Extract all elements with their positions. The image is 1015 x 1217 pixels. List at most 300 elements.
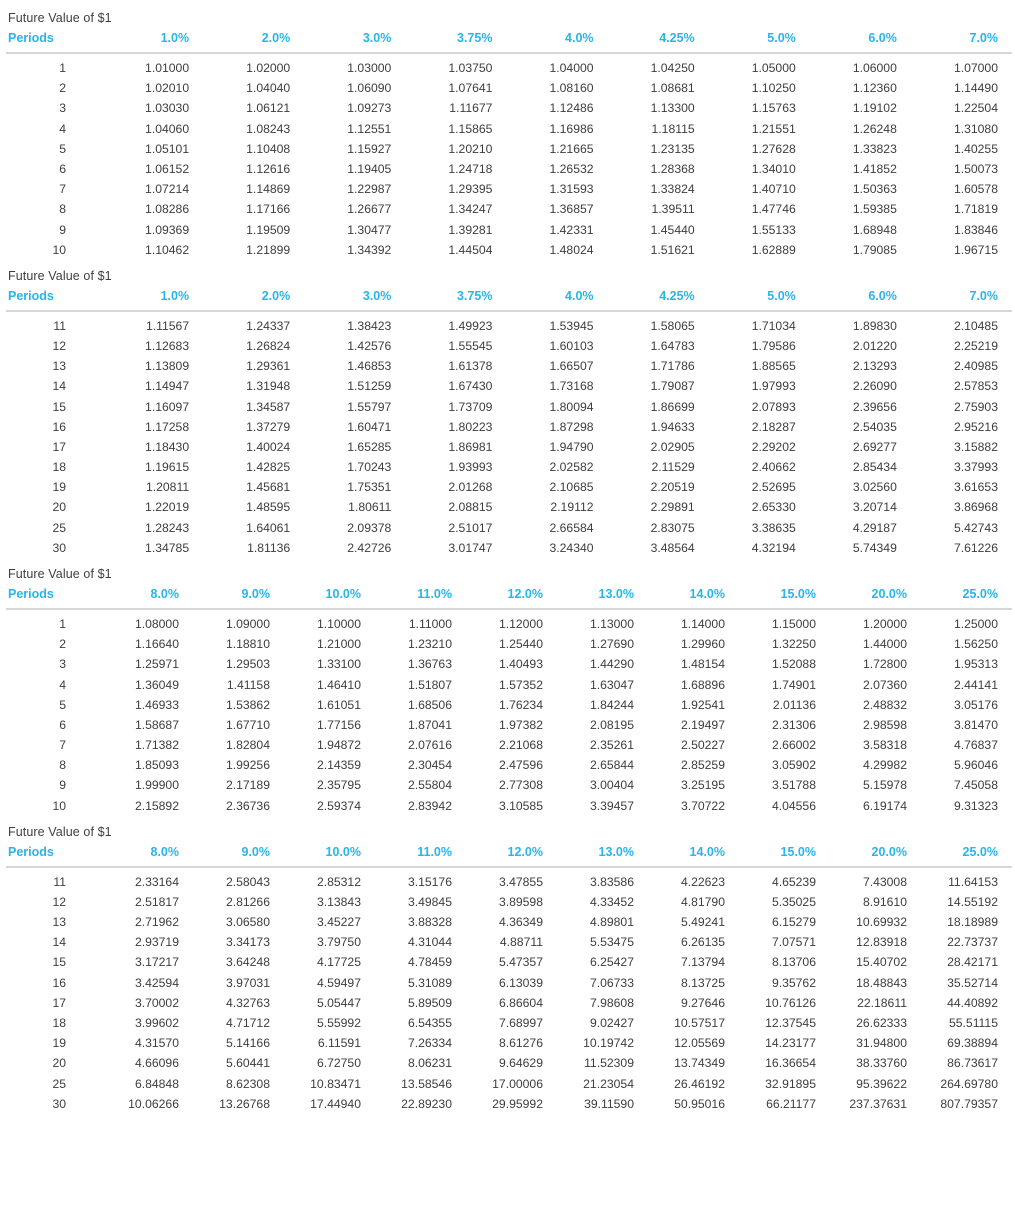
- table-row: [6, 1013, 1012, 1033]
- factor-cell: 4.88711: [499, 935, 543, 950]
- factor-cell: 1.64783: [650, 338, 695, 353]
- factor-cell: 3.49845: [407, 894, 452, 909]
- table-row: [6, 952, 1012, 972]
- factor-cell: 6.25427: [589, 955, 634, 970]
- factor-cell: 1.71034: [751, 318, 796, 333]
- table-row: [6, 118, 1012, 138]
- factor-cell: 8.62308: [225, 1076, 270, 1091]
- factor-cell: 1.04250: [650, 61, 695, 75]
- factor-cell: 6.54355: [407, 1016, 452, 1031]
- column-header-rate: 5.0%: [709, 29, 810, 53]
- factor-cell: 2.10485: [953, 318, 998, 333]
- factor-cell: 10.83471: [310, 1076, 361, 1091]
- factor-cell: 1.19509: [246, 222, 291, 237]
- factor-cell: 2.52695: [751, 480, 796, 495]
- factor-cell: 1.08160: [549, 81, 594, 96]
- factor-cell: 7.06733: [589, 975, 634, 990]
- column-header-rate: 15.0%: [739, 585, 830, 609]
- factor-cell: 3.51788: [771, 778, 816, 793]
- table-row: [6, 932, 1012, 952]
- factor-cell: 2.85312: [316, 874, 361, 889]
- factor-cell: 1.16640: [134, 637, 179, 652]
- factor-cell: 5.49241: [680, 915, 725, 930]
- table-row: [6, 1074, 1012, 1094]
- factor-cell: 1.45440: [650, 222, 695, 237]
- factor-cell: 13.58546: [401, 1076, 452, 1091]
- factor-cell: 1.21665: [549, 141, 594, 156]
- factor-cell: 1.33824: [650, 182, 695, 197]
- factor-cell: 1.46410: [316, 677, 361, 692]
- table-row: [6, 311, 1012, 336]
- factor-cell: 1.05000: [751, 61, 796, 75]
- factor-cell: 1.40024: [246, 439, 291, 454]
- period-cell: 6: [59, 161, 66, 176]
- period-cell: 12: [52, 338, 66, 353]
- future-value-table: [6, 843, 1012, 1114]
- factor-cell: 1.40710: [751, 182, 796, 197]
- factor-cell: 3.17217: [134, 955, 179, 970]
- table-row: [6, 538, 1012, 558]
- table-row: [6, 1094, 1012, 1114]
- factor-cell: 1.23210: [407, 637, 452, 652]
- factor-cell: 1.13000: [589, 616, 634, 631]
- table-row: [6, 973, 1012, 993]
- factor-cell: 1.12683: [145, 338, 190, 353]
- factor-cell: 2.07616: [407, 738, 452, 753]
- factor-cell: 1.33823: [852, 141, 897, 156]
- factor-cell: 1.34587: [246, 399, 291, 414]
- factor-cell: 1.81136: [247, 540, 291, 555]
- factor-cell: 4.04556: [771, 798, 816, 813]
- table-row: [6, 396, 1012, 416]
- table-block: [0, 6, 1015, 260]
- factor-cell: 5.47357: [498, 955, 543, 970]
- factor-cell: 1.08000: [134, 616, 179, 631]
- factor-cell: 1.14000: [680, 616, 725, 631]
- factor-cell: 5.55992: [316, 1016, 361, 1031]
- factor-cell: 1.09000: [225, 616, 270, 631]
- table-block: [0, 820, 1015, 1114]
- column-header-rate: 8.0%: [102, 585, 193, 609]
- factor-cell: 1.10250: [751, 81, 796, 96]
- factor-cell: 2.75903: [953, 399, 998, 414]
- factor-cell: 3.70002: [134, 995, 179, 1010]
- factor-cell: 5.89509: [407, 995, 452, 1010]
- factor-cell: 26.46192: [674, 1076, 725, 1091]
- factor-cell: 50.95016: [674, 1096, 725, 1111]
- factor-cell: 3.00404: [589, 778, 634, 793]
- factor-cell: 1.36763: [407, 657, 452, 672]
- factor-cell: 5.31089: [407, 975, 452, 990]
- factor-cell: 3.15176: [407, 874, 452, 889]
- factor-cell: 3.99602: [134, 1016, 179, 1031]
- factor-cell: 1.07000: [953, 61, 998, 75]
- factor-cell: 1.51807: [407, 677, 452, 692]
- factor-cell: 1.39511: [651, 202, 695, 217]
- factor-cell: 3.42594: [134, 975, 179, 990]
- factor-cell: 2.77308: [498, 778, 543, 793]
- factor-cell: 1.94790: [549, 439, 594, 454]
- factor-cell: 1.21000: [316, 637, 361, 652]
- factor-cell: 1.94633: [650, 419, 695, 434]
- factor-cell: 8.13725: [680, 975, 725, 990]
- factor-cell: 1.96715: [953, 242, 998, 257]
- factor-cell: 12.37545: [765, 1016, 816, 1031]
- factor-cell: 6.13039: [498, 975, 543, 990]
- factor-cell: 1.73168: [549, 379, 594, 394]
- factor-cell: 3.64248: [225, 955, 270, 970]
- factor-cell: 1.88565: [751, 359, 796, 374]
- factor-cell: 1.71819: [953, 202, 998, 217]
- factor-cell: 1.08286: [145, 202, 190, 217]
- factor-cell: 1.48154: [680, 657, 725, 672]
- factor-cell: 1.87041: [407, 717, 452, 732]
- factor-cell: 1.17258: [145, 419, 190, 434]
- factor-cell: 2.39656: [852, 399, 897, 414]
- table-block: [0, 264, 1015, 558]
- factor-cell: 2.50227: [680, 738, 725, 753]
- factor-cell: 7.26334: [407, 1036, 452, 1051]
- table-row: [6, 219, 1012, 239]
- table-header-row: [6, 287, 1012, 311]
- factor-cell: 21.23054: [583, 1076, 634, 1091]
- table-row: [6, 518, 1012, 538]
- factor-cell: 2.29891: [650, 500, 695, 515]
- factor-cell: 1.08243: [246, 121, 291, 136]
- factor-cell: 12.05569: [674, 1036, 725, 1051]
- factor-cell: 2.29202: [751, 439, 796, 454]
- factor-cell: 12.83918: [856, 935, 907, 950]
- factor-cell: 6.84848: [134, 1076, 179, 1091]
- table-row: [6, 674, 1012, 694]
- factor-cell: 39.11590: [584, 1096, 634, 1111]
- factor-cell: 1.39281: [448, 222, 493, 237]
- period-cell: 10: [52, 798, 66, 813]
- column-header-rate: 2.0%: [203, 287, 304, 311]
- factor-cell: 2.31306: [771, 717, 816, 732]
- factor-cell: 2.02582: [549, 460, 594, 475]
- factor-cell: 264.69780: [940, 1076, 998, 1091]
- period-cell: 19: [52, 480, 66, 495]
- factor-cell: 4.33452: [589, 894, 634, 909]
- column-header-rate: 3.0%: [304, 287, 405, 311]
- factor-cell: 2.13293: [852, 359, 897, 374]
- column-header-rate: 4.25%: [608, 287, 709, 311]
- factor-cell: 1.57352: [498, 677, 543, 692]
- factor-cell: 1.10462: [145, 242, 190, 257]
- factor-cell: 1.12551: [347, 121, 392, 136]
- factor-cell: 2.59374: [316, 798, 361, 813]
- factor-cell: 1.66507: [549, 359, 594, 374]
- period-cell: 20: [52, 1056, 66, 1071]
- factor-cell: 1.92541: [680, 697, 725, 712]
- factor-cell: 2.57853: [953, 379, 998, 394]
- period-cell: 16: [52, 975, 66, 990]
- table-row: [6, 477, 1012, 497]
- factor-cell: 3.58318: [862, 738, 907, 753]
- period-cell: 5: [59, 141, 66, 156]
- factor-cell: 86.73617: [947, 1056, 998, 1071]
- factor-cell: 4.17725: [316, 955, 361, 970]
- factor-cell: 3.05902: [771, 758, 816, 773]
- factor-cell: 7.07571: [771, 935, 816, 950]
- factor-cell: 2.36736: [225, 798, 270, 813]
- factor-cell: 2.40985: [953, 359, 998, 374]
- factor-cell: 1.37279: [246, 419, 291, 434]
- factor-cell: 1.55545: [448, 338, 493, 353]
- period-cell: 2: [59, 637, 66, 652]
- factor-cell: 1.34010: [751, 161, 796, 176]
- factor-cell: 1.16097: [145, 399, 190, 414]
- factor-cell: 3.70722: [680, 798, 725, 813]
- factor-cell: 1.99900: [134, 778, 179, 793]
- table-row: [6, 775, 1012, 795]
- factor-cell: 66.21177: [766, 1096, 816, 1111]
- factor-cell: 5.42743: [953, 520, 998, 535]
- factor-cell: 1.70243: [347, 460, 392, 475]
- factor-cell: 2.98598: [862, 717, 907, 732]
- factor-cell: 38.33760: [856, 1056, 907, 1071]
- factor-cell: 10.69932: [856, 915, 907, 930]
- factor-cell: 3.79750: [316, 935, 361, 950]
- factor-cell: 5.35025: [771, 894, 816, 909]
- factor-cell: 1.01000: [145, 61, 190, 75]
- factor-cell: 1.62889: [751, 242, 796, 257]
- factor-cell: 2.47596: [498, 758, 543, 773]
- table-row: [6, 609, 1012, 634]
- factor-cell: 2.19497: [680, 717, 725, 732]
- factor-cell: 3.20714: [852, 500, 897, 515]
- factor-cell: 1.27628: [751, 141, 796, 156]
- factor-cell: 4.59497: [316, 975, 361, 990]
- table-row: [6, 796, 1012, 816]
- factor-cell: 2.55804: [407, 778, 452, 793]
- factor-cell: 1.58065: [650, 318, 695, 333]
- factor-cell: 1.71382: [134, 738, 179, 753]
- table-row: [6, 78, 1012, 98]
- table-row: [6, 654, 1012, 674]
- factor-cell: 1.29361: [246, 359, 291, 374]
- factor-cell: 1.55133: [751, 222, 796, 237]
- factor-cell: 11.52309: [584, 1056, 634, 1071]
- column-header-periods: Periods: [6, 843, 102, 867]
- factor-cell: 1.67430: [448, 379, 493, 394]
- factor-cell: 4.31570: [134, 1036, 179, 1051]
- factor-cell: 2.48832: [862, 697, 907, 712]
- factor-cell: 1.04000: [549, 61, 594, 75]
- period-cell: 9: [59, 778, 66, 793]
- column-header-rate: 14.0%: [648, 585, 739, 609]
- factor-cell: 1.59385: [852, 202, 897, 217]
- factor-cell: 9.31323: [953, 798, 998, 813]
- factor-cell: 1.02000: [246, 61, 291, 75]
- factor-cell: 1.20210: [448, 141, 493, 156]
- factor-cell: 3.86968: [953, 500, 998, 515]
- period-cell: 25: [52, 520, 66, 535]
- factor-cell: 1.23135: [650, 141, 695, 156]
- factor-cell: 1.94872: [316, 738, 361, 753]
- period-cell: 1: [59, 61, 66, 75]
- table-row: [6, 993, 1012, 1013]
- factor-cell: 1.68948: [852, 222, 897, 237]
- factor-cell: 1.79085: [852, 242, 897, 257]
- factor-cell: 1.26677: [347, 202, 392, 217]
- factor-cell: 1.42825: [246, 460, 291, 475]
- factor-cell: 2.08195: [589, 717, 634, 732]
- factor-cell: 1.67710: [225, 717, 270, 732]
- column-header-rate: 9.0%: [193, 585, 284, 609]
- factor-cell: 1.13300: [650, 101, 695, 116]
- factor-cell: 3.25195: [680, 778, 725, 793]
- factor-cell: 2.21068: [498, 738, 543, 753]
- factor-cell: 1.09273: [347, 101, 392, 116]
- factor-cell: 1.03750: [448, 61, 493, 75]
- factor-cell: 2.40662: [751, 460, 796, 475]
- factor-cell: 4.29187: [852, 520, 897, 535]
- factor-cell: 1.12616: [246, 161, 291, 176]
- factor-cell: 1.02010: [145, 81, 190, 96]
- factor-cell: 1.56250: [953, 637, 998, 652]
- period-cell: 4: [59, 677, 66, 692]
- factor-cell: 8.91610: [862, 894, 907, 909]
- factor-cell: 2.19112: [550, 500, 594, 515]
- column-header-rate: 6.0%: [810, 29, 911, 53]
- factor-cell: 4.71712: [225, 1016, 270, 1031]
- period-cell: 4: [59, 121, 66, 136]
- table-row: [6, 159, 1012, 179]
- factor-cell: 1.47746: [751, 202, 796, 217]
- factor-cell: 1.14869: [246, 182, 291, 197]
- factor-cell: 1.19615: [145, 460, 190, 475]
- factor-cell: 1.26532: [549, 161, 594, 176]
- factor-cell: 1.12000: [498, 616, 543, 631]
- period-cell: 17: [52, 995, 66, 1010]
- period-cell: 6: [59, 717, 66, 732]
- factor-cell: 2.66002: [771, 738, 816, 753]
- factor-cell: 7.98608: [589, 995, 634, 1010]
- period-cell: 20: [52, 500, 66, 515]
- table-row: [6, 695, 1012, 715]
- period-cell: 7: [59, 182, 66, 197]
- factor-cell: 3.81470: [953, 717, 998, 732]
- factor-cell: 69.38894: [947, 1036, 998, 1051]
- factor-cell: 3.24340: [549, 540, 594, 555]
- factor-cell: 2.25219: [953, 338, 998, 353]
- factor-cell: 29.95992: [492, 1096, 543, 1111]
- factor-cell: 1.06090: [347, 81, 392, 96]
- factor-cell: 1.11677: [449, 101, 493, 116]
- factor-cell: 1.34785: [145, 540, 190, 555]
- factor-cell: 13.74349: [674, 1056, 725, 1071]
- factor-cell: 10.06266: [128, 1096, 179, 1111]
- factor-cell: 14.23177: [765, 1036, 816, 1051]
- factor-cell: 1.44000: [862, 637, 907, 652]
- period-cell: 17: [52, 439, 66, 454]
- factor-cell: 4.32194: [751, 540, 796, 555]
- factor-cell: 1.58687: [134, 717, 179, 732]
- factor-cell: 2.14359: [316, 758, 361, 773]
- column-header-rate: 8.0%: [102, 843, 193, 867]
- factor-cell: 3.97031: [225, 975, 270, 990]
- period-cell: 15: [52, 955, 66, 970]
- factor-cell: 4.76837: [953, 738, 998, 753]
- factor-cell: 9.02427: [589, 1016, 634, 1031]
- factor-cell: 1.63047: [589, 677, 634, 692]
- factor-cell: 1.52088: [771, 657, 816, 672]
- column-header-periods: Periods: [6, 585, 102, 609]
- period-cell: 8: [59, 202, 66, 217]
- column-header-rate: 11.0%: [375, 843, 466, 867]
- factor-cell: 1.14490: [953, 81, 998, 96]
- factor-cell: 1.29503: [225, 657, 270, 672]
- factor-cell: 1.15000: [771, 616, 816, 631]
- factor-cell: 7.61226: [953, 540, 998, 555]
- table-title: Future Value of $1: [8, 11, 112, 25]
- factor-cell: 1.07641: [448, 81, 493, 96]
- factor-cell: 2.01136: [772, 697, 816, 712]
- factor-cell: 5.05447: [316, 995, 361, 1010]
- factor-cell: 2.81266: [225, 894, 270, 909]
- factor-cell: 1.60103: [549, 338, 594, 353]
- column-header-rate: 12.0%: [466, 843, 557, 867]
- factor-cell: 2.11529: [651, 460, 695, 475]
- column-header-rate: 7.0%: [911, 29, 1012, 53]
- factor-cell: 2.54035: [852, 419, 897, 434]
- factor-cell: 1.97382: [498, 717, 543, 732]
- period-cell: 30: [52, 1096, 66, 1111]
- factor-cell: 1.99256: [225, 758, 270, 773]
- factor-cell: 22.73737: [947, 935, 998, 950]
- factor-cell: 1.40255: [953, 141, 998, 156]
- factor-cell: 9.27646: [680, 995, 725, 1010]
- factor-cell: 3.02560: [852, 480, 897, 495]
- factor-cell: 5.60441: [225, 1056, 270, 1071]
- table-row: [6, 1053, 1012, 1073]
- factor-cell: 1.15865: [448, 121, 493, 136]
- table-row: [6, 457, 1012, 477]
- factor-cell: 1.09369: [145, 222, 190, 237]
- factor-cell: 2.85434: [852, 460, 897, 475]
- table-block: [0, 562, 1015, 816]
- factor-cell: 2.15892: [134, 798, 179, 813]
- column-header-rate: 4.25%: [608, 29, 709, 53]
- factor-cell: 2.10685: [549, 480, 594, 495]
- factor-cell: 1.42576: [347, 338, 392, 353]
- table-row: [6, 715, 1012, 735]
- factor-cell: 1.76234: [498, 697, 543, 712]
- period-cell: 18: [52, 460, 66, 475]
- factor-cell: 2.35795: [316, 778, 361, 793]
- factor-cell: 3.48564: [650, 540, 695, 555]
- factor-cell: 1.86981: [448, 439, 493, 454]
- factor-cell: 35.52714: [947, 975, 998, 990]
- column-header-rate: 13.0%: [557, 843, 648, 867]
- period-cell: 12: [52, 894, 66, 909]
- table-row: [6, 199, 1012, 219]
- factor-cell: 3.45227: [316, 915, 361, 930]
- factor-cell: 3.15882: [953, 439, 998, 454]
- factor-cell: 1.04040: [246, 81, 291, 96]
- period-cell: 3: [59, 657, 66, 672]
- factor-cell: 1.10000: [316, 616, 361, 631]
- factor-cell: 1.48024: [549, 242, 594, 257]
- factor-cell: 2.30454: [407, 758, 452, 773]
- factor-cell: 1.55797: [347, 399, 392, 414]
- factor-cell: 2.26090: [852, 379, 897, 394]
- column-header-rate: 10.0%: [284, 843, 375, 867]
- column-header-rate: 25.0%: [921, 585, 1012, 609]
- factor-cell: 4.81790: [680, 894, 725, 909]
